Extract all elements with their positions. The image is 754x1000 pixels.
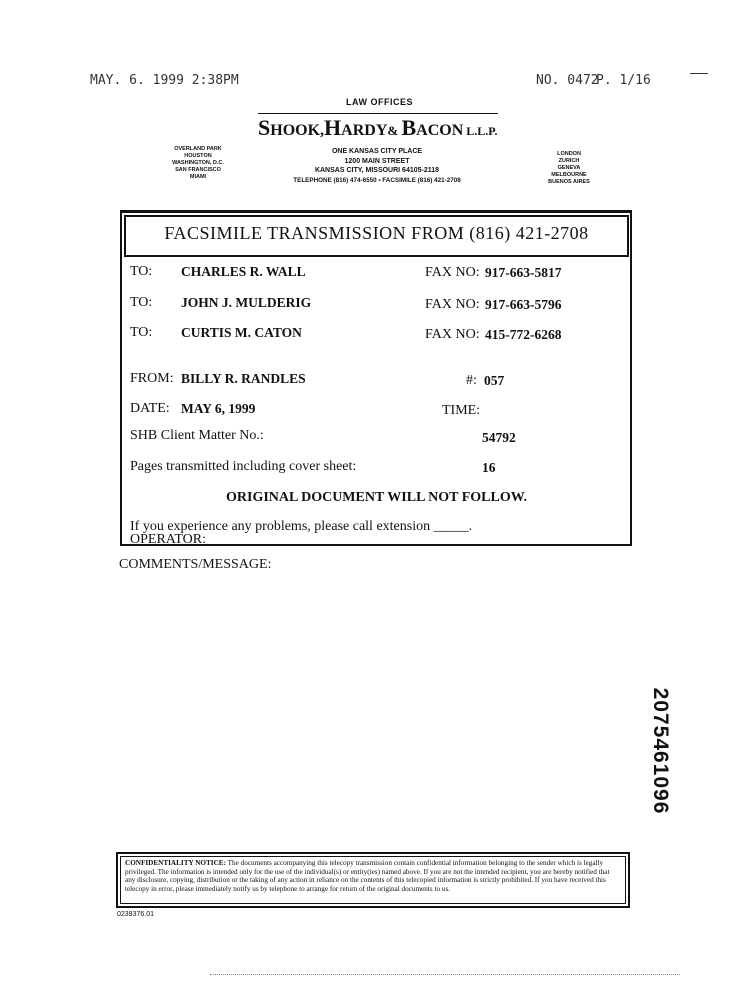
address-contact: TELEPHONE (816) 474-6550 ▪ FACSIMILE (816) 421-2708 (293, 176, 461, 184)
original-note: ORIGINAL DOCUMENT WILL NOT FOLLOW. (226, 490, 527, 505)
from-value: BILLY R. RANDLES (181, 371, 306, 386)
address-line: 1200 MAIN STREET (344, 157, 410, 165)
problems-text: If you experience any problems, please call extension _____. (130, 519, 473, 534)
time-label: TIME: (442, 403, 481, 418)
right-offices (536, 151, 602, 186)
to-label: TO: (130, 325, 153, 340)
office-item: LONDON (557, 151, 581, 157)
number-value: 057 (484, 373, 505, 388)
office-item: HOUSTON (184, 153, 212, 159)
letterhead-rule (258, 113, 498, 114)
firm-name-ardy: ARDY (341, 122, 388, 139)
law-offices-label: LAW OFFICES (346, 97, 413, 107)
recipient-name: CURTIS M. CATON (181, 325, 302, 340)
from-label: FROM: (130, 371, 174, 386)
firm-address (272, 147, 482, 185)
scan-artifact-line (210, 974, 680, 976)
recipient-fax: 917-663-5817 (485, 265, 562, 280)
fax-datetime: MAY. 6. 1999 2:38PM (90, 73, 239, 88)
confidentiality-text: The documents accompanying this telecopy transmission contain confidential information belonging to the sender which is legally privileged. The information is intended only for the use of the individual(s) or entity(ies) named above. If you are not the intended recipient, you are hereby notified that any disclosure, copying, distribution or the taking of any action in reliance on the contents of this telecopied information is strictly prohibited. If you have received this telecopy in error, please immediately notify us by telephone to arrange for return of the original documents to us. (125, 859, 610, 893)
firm-name-h: H (324, 115, 342, 140)
firm-name-hook: HOOK, (270, 122, 325, 139)
office-item: OVERLAND PARK (174, 146, 222, 152)
office-item: SAN FRANCISCO (175, 167, 221, 173)
comments-label: COMMENTS/MESSAGE: (119, 557, 272, 572)
recipient-fax: 415-772-6268 (485, 327, 562, 342)
date-label: DATE: (130, 401, 170, 416)
confidentiality-heading: CONFIDENTIALITY NOTICE: (125, 859, 226, 867)
office-item: ZURICH (558, 158, 580, 164)
fax-no-label: FAX NO: (425, 265, 480, 280)
margin-mark (690, 73, 708, 74)
recipient-name: JOHN J. MULDERIG (181, 295, 312, 310)
office-item: WASHINGTON, D.C. (172, 160, 224, 166)
fax-title: FACSIMILE TRANSMISSION FROM (816) 421-2708 (164, 223, 589, 243)
document-id-number: 2075461096 (649, 687, 672, 815)
firm-name-b: B (401, 115, 417, 140)
address-line: ONE KANSAS CITY PLACE (331, 148, 423, 155)
firm-name-amp: & (387, 123, 402, 138)
firm-name-llp: L.L.P. (463, 124, 498, 138)
operator-label: OPERATOR: (130, 532, 206, 547)
fax-no-label: FAX NO: (425, 297, 480, 312)
office-item: MIAMI (189, 174, 207, 180)
office-item: GENEVA (557, 165, 581, 171)
firm-name-acon: ACON (416, 122, 464, 139)
left-offices (163, 146, 233, 181)
form-code: 0239376.01 (117, 911, 154, 918)
firm-name (258, 115, 498, 141)
client-matter-value: 54792 (482, 430, 516, 445)
recipient-fax: 917-663-5796 (485, 297, 562, 312)
office-item: MELBOURNE (551, 172, 587, 178)
pages-label: Pages transmitted including cover sheet: (130, 459, 357, 474)
firm-name-s: S (258, 115, 271, 140)
client-matter-label: SHB Client Matter No.: (130, 428, 264, 443)
date-value: MAY 6, 1999 (181, 401, 256, 416)
fax-no-label: FAX NO: (425, 327, 480, 342)
office-item: BUENOS AIRES (548, 179, 590, 185)
fax-number: NO. 0472 (536, 73, 599, 88)
pages-value: 16 (482, 460, 496, 475)
fax-page: P. 1/16 (596, 73, 651, 88)
to-label: TO: (130, 295, 153, 310)
recipient-name: CHARLES R. WALL (181, 264, 306, 279)
confidentiality-notice (120, 856, 626, 904)
number-label: #: (466, 373, 477, 388)
to-label: TO: (130, 264, 153, 279)
address-line: KANSAS CITY, MISSOURI 64105-2118 (314, 167, 440, 174)
